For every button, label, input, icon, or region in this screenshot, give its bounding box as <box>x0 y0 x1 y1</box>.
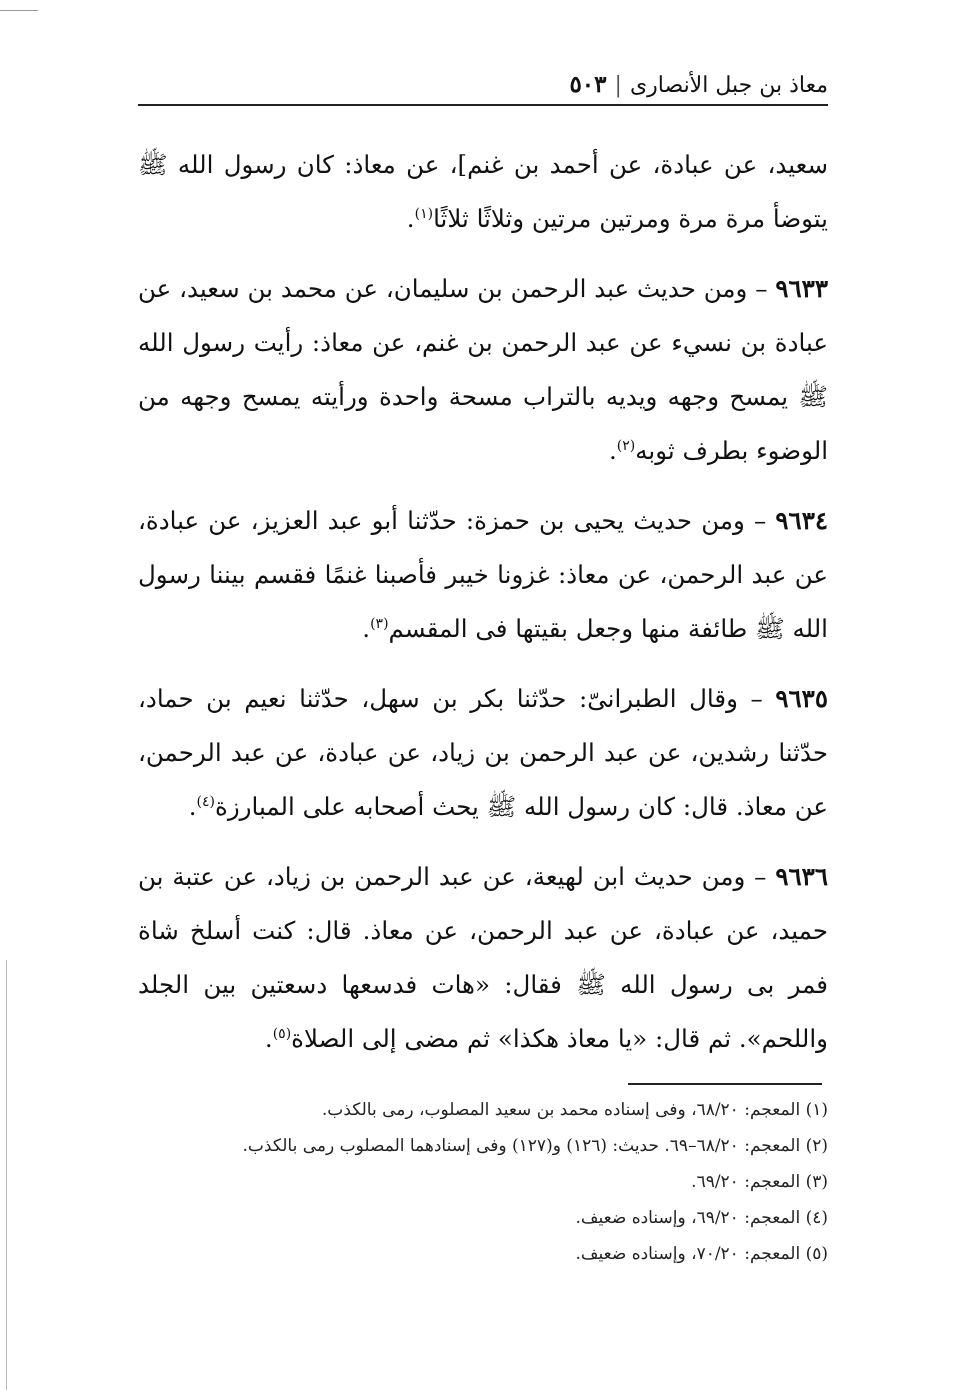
footnote: (٥) المعجم: ٧٠/٢٠، وإسناده ضعيف. <box>575 1244 828 1264</box>
hadith-number: ٩٦٣٣ <box>775 274 828 303</box>
paragraph-end: . <box>608 436 617 465</box>
paragraph-continuation <box>138 138 828 246</box>
footnote: (١) المعجم: ٦٨/٢٠، وفى إسناده محمد بن سعيد المصلوب، رمى بالكذب. <box>321 1100 828 1120</box>
header-title: معاذ بن جبل الأنصارى <box>629 73 828 98</box>
paragraph-end: . <box>264 1024 273 1053</box>
footnote-ref: (٣) <box>370 615 389 632</box>
hadith-number: ٩٦٣٥ <box>775 684 828 713</box>
footnote-ref: (٥) <box>272 1025 292 1042</box>
scan-mark <box>0 10 38 11</box>
page-number: ٥٠٣ <box>569 71 607 98</box>
footnote-ref: (٢) <box>616 437 636 454</box>
running-header <box>138 58 828 98</box>
footnote: (٤) المعجم: ٦٩/٢٠، وإسناده ضعيف. <box>575 1208 828 1228</box>
paragraph-text: – ومن حديث ابن لهيعة، عن عبد الرحمن بن زياد، عن عتبة بن حميد، عن عبادة، عن عبد الرحمن، عن معاذ. قال: كنت أسلخ شاة فمر بى رسول الله ﷺ فقال: «هات فدسعها دسعتين بين الجلد واللحم». ثم قال: «يا معاذ هكذا» ثم مضى إلى الصلاة <box>138 862 828 1053</box>
header-separator: | <box>614 73 622 98</box>
hadith-paragraph <box>138 850 828 1066</box>
hadith-number: ٩٦٣٦ <box>775 862 828 891</box>
paragraph-text: – ومن حديث يحيى بن حمزة: حدّثنا أبو عبد العزيز، عن عبادة، عن عبد الرحمن، عن معاذ: غزونا خيبر فأصبنا غنمًا فقسم بيننا رسول الله ﷺ طائفة منها وجعل بقيتها فى المقسم <box>138 506 828 643</box>
footnote-rule <box>628 1083 822 1085</box>
hadith-number: ٩٦٣٤ <box>775 506 829 535</box>
footnote: (٣) المعجم: ٦٩/٢٠. <box>691 1172 828 1192</box>
hadith-paragraph <box>138 494 828 656</box>
footnote: (٢) المعجم: ٦٨/٢٠–٦٩. حديث: (١٢٦) و(١٢٧) وفى إسنادهما المصلوب رمى بالكذب. <box>242 1136 828 1156</box>
paragraph-end: . <box>188 792 197 821</box>
paragraph-text: – وقال الطبرانىّ: حدّثنا بكر بن سهل، حدّثنا نعيم بن حماد، حدّثنا رشدين، عن عبد الرحمن بن زياد، عن عبادة، عن عبد الرحمن، عن معاذ. قال: كان رسول الله ﷺ يحث أصحابه على المبارزة <box>138 684 828 821</box>
footnote-ref: (١) <box>414 205 434 222</box>
footnote-ref: (٤) <box>196 793 215 810</box>
paragraph-end: . <box>362 614 371 643</box>
hadith-paragraph <box>138 672 828 834</box>
header-rule <box>138 104 828 106</box>
paragraph-text: سعيد، عن عبادة، عن أحمد بن غنم]، عن معاذ: كان رسول الله ﷺ يتوضأ مرة مرة ومرتين مرتين وثلاثًا ثلاثًا <box>138 150 828 233</box>
paragraph-end: . <box>406 204 415 233</box>
paragraph-text: – ومن حديث عبد الرحمن بن سليمان، عن محمد بن سعيد، عن عبادة بن نسيء عن عبد الرحمن بن غنم، عن معاذ: رأيت رسول الله ﷺ يمسح وجهه ويديه بالتراب مسحة واحدة ورأيته يمسح وجهه من الوضوء بطرف ثوبه <box>138 274 828 465</box>
scan-edge-line <box>6 960 7 1390</box>
main-text <box>138 138 828 1066</box>
hadith-paragraph <box>138 262 828 478</box>
footnotes <box>138 1092 828 1272</box>
